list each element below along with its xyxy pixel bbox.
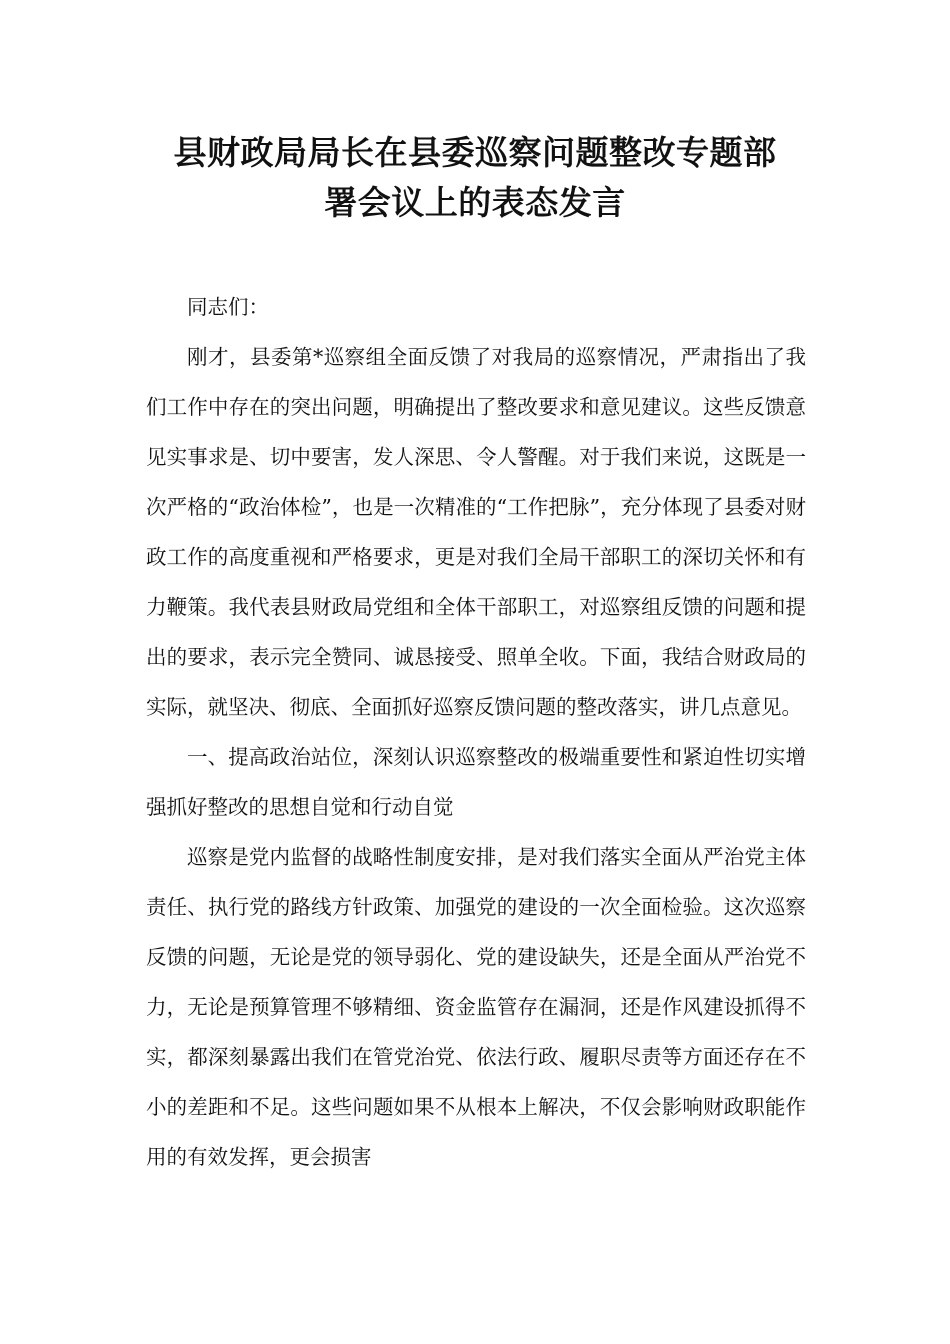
document-body xyxy=(146,282,806,1182)
section-heading-1: 一、提高政治站位，深刻认识巡察整改的极端重要性和紧迫性切实增强抓好整改的思想自觉和行动自觉 xyxy=(146,745,806,819)
paragraph-section-1: 巡察是党内监督的战略性制度安排，是对我们落实全面从严治党主体责任、执行党的路线方针政策、加强党的建设的一次全面检验。这次巡察反馈的问题，无论是党的领导弱化、党的建设缺失，还是全面从严治党不力，无论是预算管理不够精细、资金监管存在漏洞，还是作风建设抓得不实，都深刻暴露出我们在管党治党、依法行政、履职尽责等方面还存在不小的差距和不足。这些问题如果不从根本上解决，不仅会影响财政职能作用的有效发挥，更会损害 xyxy=(146,845,806,1169)
salutation: 同志们： xyxy=(187,295,269,319)
paragraph-intro: 刚才，县委第*巡察组全面反馈了对我局的巡察情况，严肃指出了我们工作中存在的突出问题，明确提出了整改要求和意见建议。这些反馈意见实事求是、切中要害，发人深思、令人警醒。对于我们来说，这既是一次严格的“政治体检”，也是一次精准的“工作把脉”，充分体现了县委对财政工作的高度重视和严格要求，更是对我们全局干部职工的深切关怀和有力鞭策。我代表县财政局党组和全体干部职工，对巡察组反馈的问题和提出的要求，表示完全赞同、诚恳接受、照单全收。下面，我结合财政局的实际，就坚决、彻底、全面抓好巡察反馈问题的整改落实，讲几点意见。 xyxy=(146,345,806,719)
title-line-2: 署会议上的表态发言 xyxy=(324,183,626,222)
title-line-1: 县财政局局长在县委巡察问题整改专题部 xyxy=(173,133,777,172)
document-title xyxy=(150,128,800,228)
